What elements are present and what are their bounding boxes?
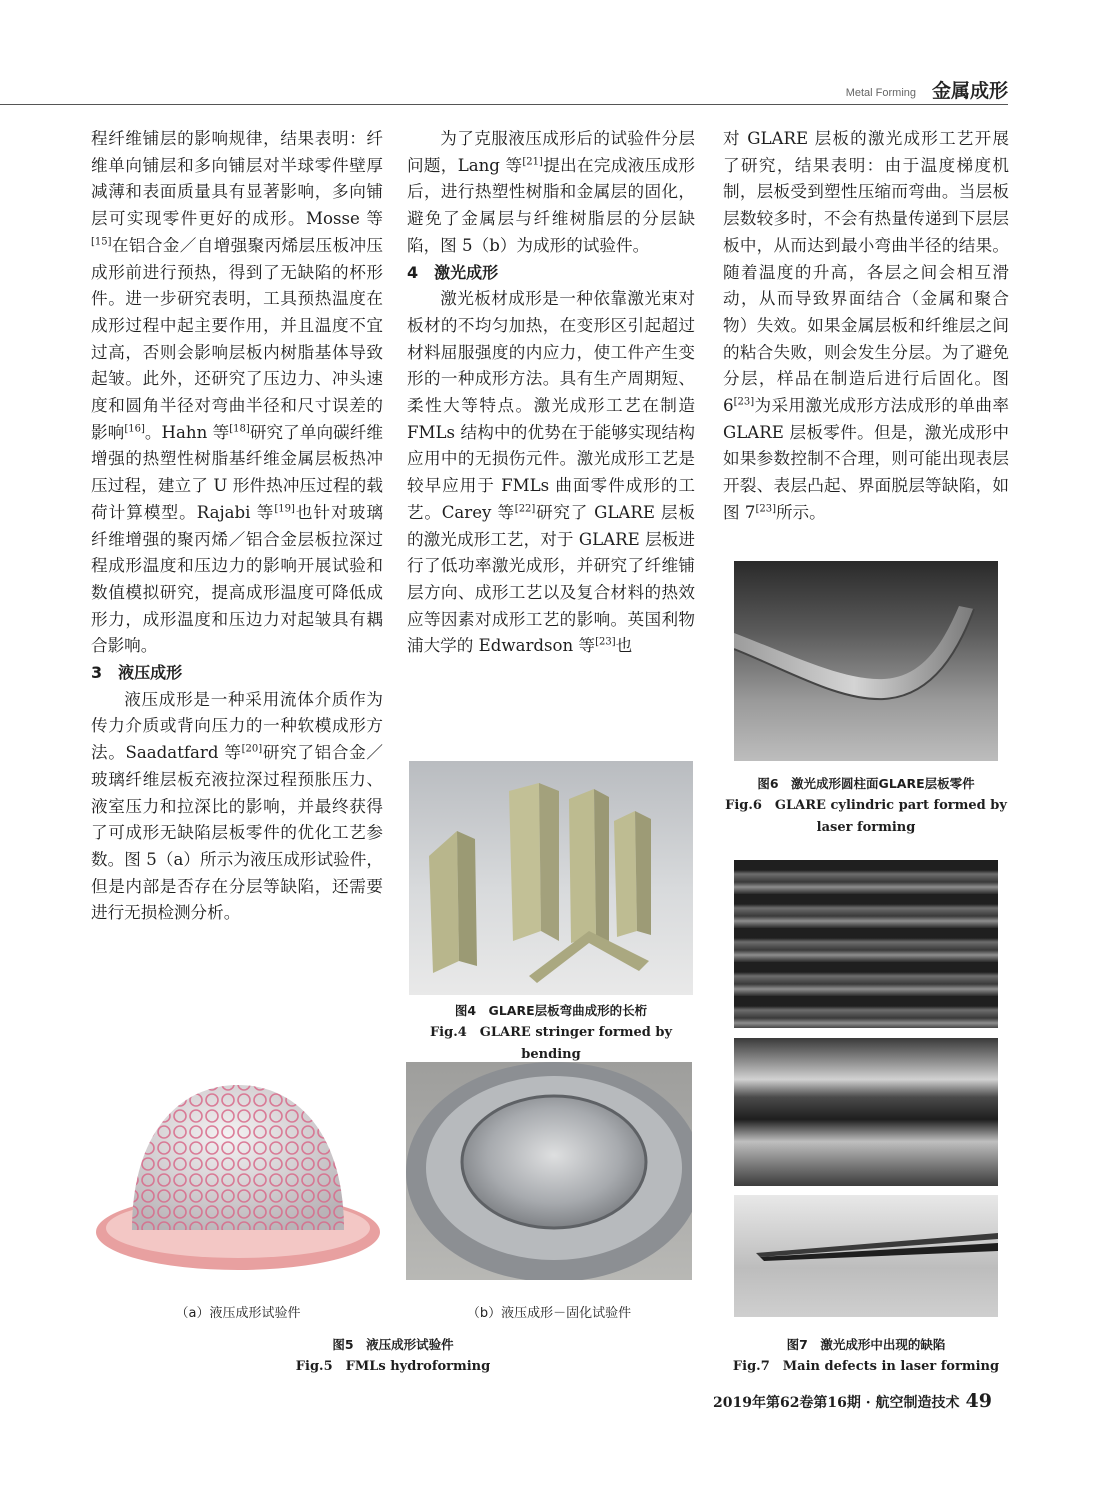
fig6-caption-en: Fig.6 GLARE cylindric part formed by	[725, 798, 1007, 813]
hemisphere-part-shape	[92, 1060, 384, 1290]
fig6-caption-cn: 图6 激光成形圆柱面GLARE层板零件	[757, 776, 975, 791]
fig5b-subcaption: （b）液压成形－固化试验件	[466, 1306, 632, 1321]
fig4-photo	[409, 761, 693, 995]
section-heading-4: 4 激光成形	[407, 262, 499, 282]
paragraph: 为了克服液压成形后的试验件分层问题，Lang 等[21]提出在完成液压成形后，进行热塑性树脂和金属层的固化，避免了金属层与纤维树脂层的分层缺陷，图 5（b）为成形的试验件。	[407, 129, 695, 255]
delaminated-plate-shape	[734, 1195, 998, 1317]
paragraph: 程纤维铺层的影响规律，结果表明：纤维单向铺层和多向铺层对半球零件壁厚减薄和表面质量具有显著影响，多向铺层可实现零件更好的成形。Mosse 等[15]在铝合金／自增强聚丙烯层压板冲压成形前进行预热，得到了无缺陷的杯形件。进一步研究表明，工具预热温度在成形过程中起主要作用，并且温度不宜过高，否则会影响层板内树脂基体导致起皱。此外，还研究了压边力、冲头速度和圆角半径对弯曲半径和尺寸误差的影响[16]。Hahn 等[18]研究了单向碳纤维增强的热塑性树脂基纤维金属层板热冲压过程，建立了 U 形件热冲压过程的载荷计算模型。Rajabi 等[19]也针对玻璃纤维增强的聚丙烯／铝合金层板拉深过程成形温度和压边力的影响开展试验和数值模拟研究，提高成形温度可降低成形力，成形温度和压边力对起皱具有耦合影响。	[91, 129, 384, 656]
paragraph: 液压成形是一种采用流体介质作为传力介质或背向压力的一种软模成形方法。Saadatfard 等[20]研究了铝合金／玻璃纤维层板充液拉深过程预胀压力、液室压力和拉深比的影响，并最终获得了可成形无缺陷层板零件的优化工艺参数。图 5（a）所示为液压成形试验件，但是内部是否存在分层等缺陷，还需要进行无损检测分析。	[91, 689, 384, 923]
text-column-3	[723, 126, 1009, 527]
fig6-photo	[734, 561, 998, 761]
section-heading-3: 3 液压成形	[91, 663, 183, 683]
fig6-caption	[723, 773, 1009, 839]
fig7-caption-cn: 图7 激光成形中出现的缺陷	[786, 1337, 946, 1352]
fig5a-photo	[92, 1060, 384, 1290]
header-english: Metal Forming	[845, 87, 916, 99]
plate-part-shape	[406, 1062, 692, 1280]
paragraph: 对 GLARE 层板的激光成形工艺开展了研究，结果表明：由于温度梯度机制，层板受到塑性压缩而弯曲。当层板层数较多时，不会有热量传递到下层层板中，从而达到最小弯曲半径的结果。随着温度的升高，各层之间会相互滑动，从而导致界面结合（金属和聚合物）失效。如果金属层板和纤维层之间的粘合失败，则会发生分层。为了避免分层，样品在制造后进行后固化。图 6[23]为采用激光成形方法成形的单曲率 GLARE 层板零件。但是，激光成形中如果参数控制不合理，则可能出现表层开裂、表层凸起、界面脱层等缺陷，如图 7[23]所示。	[723, 129, 1009, 522]
cylindric-part-shape	[734, 561, 998, 761]
fig4-caption-cn: 图4 GLARE层板弯曲成形的长桁	[454, 1003, 648, 1018]
stringer-shapes	[409, 761, 693, 995]
fig7-caption	[723, 1334, 1009, 1378]
fig5-caption-cn: 图5 液压成形试验件	[332, 1337, 454, 1352]
page-number: 49	[965, 1390, 992, 1412]
running-header	[0, 70, 1008, 105]
text-column-2	[407, 126, 695, 660]
text-column-1	[91, 126, 383, 927]
paragraph: 激光板材成形是一种依靠激光束对板材的不均匀加热，在变形区引起超过材料屈服强度的内应力，使工件产生变形的一种成形方法。具有生产周期短、柔性大等特点。激光成形工艺在制造 FMLs 结构中的优势在于能够实现结构应用中的无损伤元件。激光成形工艺是较早应用于 FMLs 曲面零件成形的工艺。Carey 等[22]研究了 GLARE 层板的激光成形工艺，对于 GLARE 层板进行了低功率激光成形，并研究了纤维铺层方向、成形工艺以及复合材料的热效应等因素对成形工艺的影响。英国利物浦大学的 Edwardson 等[23]也	[407, 289, 695, 656]
fig5b-photo	[406, 1062, 692, 1280]
header-chinese: 金属成形	[931, 80, 1008, 102]
fig7-photo-middle	[734, 1038, 998, 1186]
page-footer	[713, 1390, 992, 1412]
fig5-caption	[90, 1334, 696, 1378]
fig5a-subcaption: （a）液压成形试验件	[175, 1306, 301, 1321]
fig7-photo-top	[734, 860, 998, 1028]
fig4-caption-en: Fig.4 GLARE stringer formed by bending	[429, 1025, 673, 1062]
journal-info: 2019年第62卷第16期 · 航空制造技术	[712, 1395, 960, 1411]
fig7-photo-bottom	[734, 1195, 998, 1317]
fig6-caption-en-2: laser forming	[816, 820, 916, 835]
fig4-caption	[405, 1000, 697, 1066]
fig5-caption-en: Fig.5 FMLs hydroforming	[295, 1359, 491, 1374]
fig7-caption-en: Fig.7 Main defects in laser forming	[732, 1359, 1000, 1374]
